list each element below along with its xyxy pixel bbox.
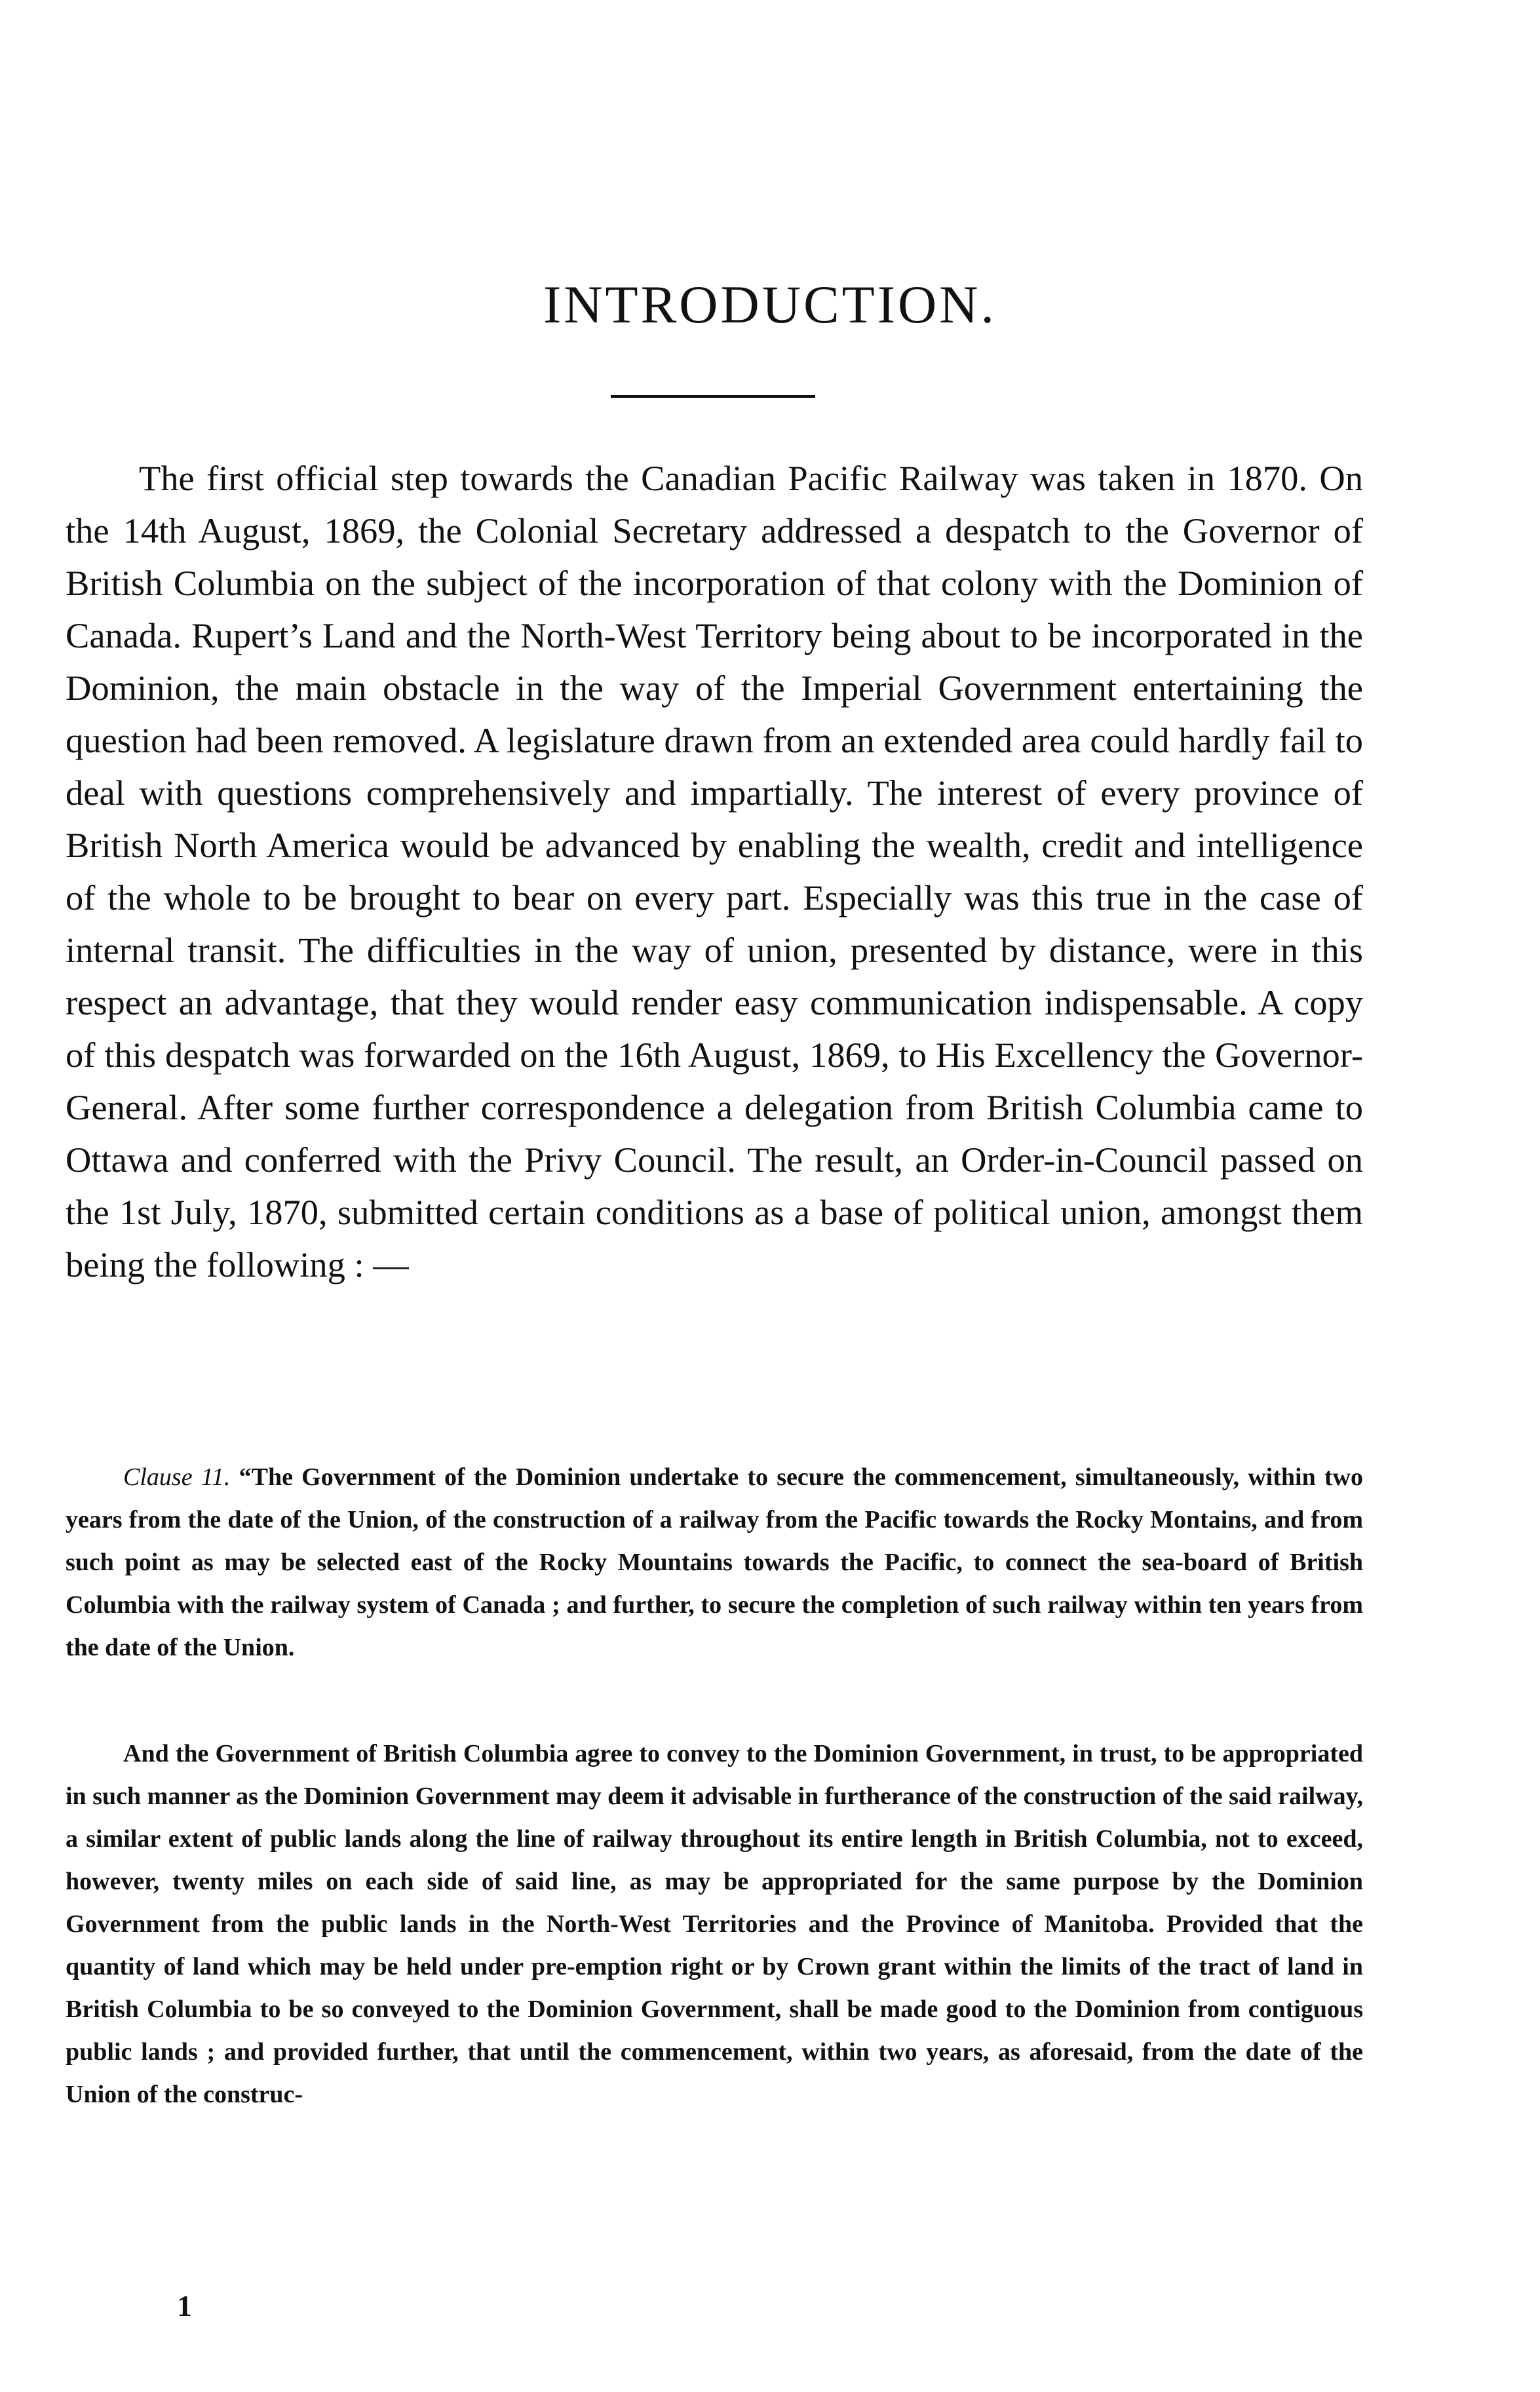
clause-quote <box>66 1456 1363 1669</box>
clause-text: “The Government of the Dominion undertake to secure the commencement, simultaneously, within two years from the date of the Union, of the construction of a railway from the Pacific towards the Rocky Montains, and from such point as may be selected east of the Rocky Mountains towards the Pacific, to connect the sea-board of British Columbia with the railway system of Canada ; and further, to secure the completion of such railway within ten years from the date of the Union. <box>66 1463 1363 1661</box>
clause-label: Clause 11. <box>123 1463 231 1491</box>
page-number: 1 <box>177 2289 192 2323</box>
second-quote-paragraph: And the Government of British Columbia agree to convey to the Dominion Government, in trust, to be appropriated in such manner as the Dominion Government may deem it advisable in furtherance of the construction of the said railway, a similar extent of public lands along the line of railway throughout its entire length in British Columbia, not to exceed, however, twenty miles on each side of said line, as may be appropriated for the same purpose by the Dominion Government from the public lands in the North-West Territories and the Province of Manitoba. Provided that the quantity of land which may be held under pre-emption right or by Crown grant within the limits of the tract of land in British Columbia to be so conveyed to the Dominion Government, shall be made good to the Dominion from contiguous public lands ; and provided further, that until the commencement, within two years, as aforesaid, from the date of the Union of the construc- <box>66 1740 1363 2108</box>
intro-paragraph: The first official step towards the Canadian Pacific Railway was taken in 1870. On the 14th August, 1869, the Colonial Secretary addressed a despatch to the Governor of British Columbia on the subject of the incorporation of that colony with the Dominion of Canada. Rupert’s Land and the North-West Territory being about to be incorporated in the Dominion, the main obstacle in the way of the Imperial Government entertaining the question had been removed. A legislature drawn from an extended area could hardly fail to deal with questions comprehensively and impartially. The interest of every province of British North America would be advanced by enabling the wealth, credit and intelligence of the whole to be brought to bear on every part. Especially was this true in the case of internal transit. The difficulties in the way of union, presented by distance, were in this respect an advantage, that they would render easy communication indispensable. A copy of this despatch was forwarded on the 16th August, 1869, to His Excellency the Governor-General. After some further correspondence a delegation from British Columbia came to Ottawa and conferred with the Privy Council. The result, an Order-in-Council passed on the 1st July, 1870, submitted certain conditions as a base of political union, amongst them being the following : — <box>66 458 1363 1284</box>
title-rule <box>611 395 815 398</box>
page-title: INTRODUCTION. <box>543 275 997 334</box>
